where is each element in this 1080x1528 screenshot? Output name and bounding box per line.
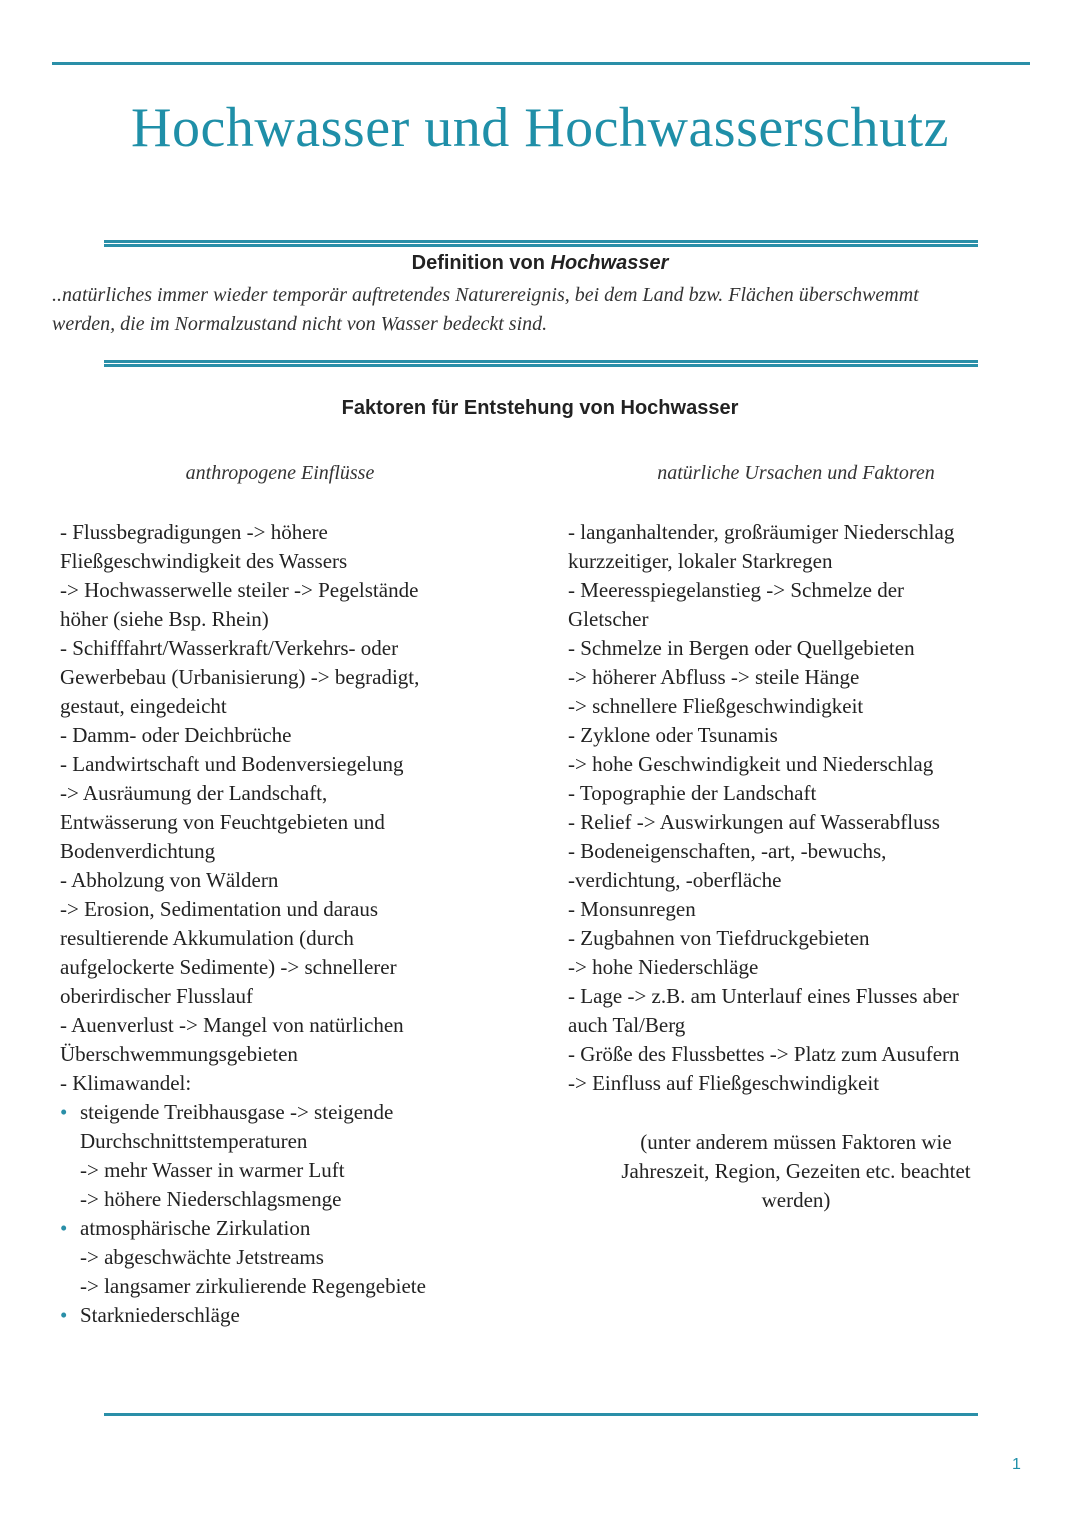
bullet-icon: •: [60, 1303, 68, 1327]
bullet-subline: -> abgeschwächte Jetstreams: [80, 1245, 324, 1269]
anthropogenic-factors-list: [60, 518, 500, 1330]
factor-line: -> hohe Geschwindigkeit und Niederschlag: [568, 752, 934, 776]
left-column-heading: anthropogene Einflüsse: [185, 462, 375, 484]
factor-line: -> Erosion, Sedimentation und daraus: [60, 897, 379, 921]
factor-line: Fließgeschwindigkeit des Wassers: [60, 549, 348, 573]
factor-line: Gewerbebau (Urbanisierung) -> begradigt,: [60, 665, 420, 689]
note-line: (unter anderem müssen Faktoren wie: [640, 1130, 952, 1154]
factor-line: - Schmelze in Bergen oder Quellgebieten: [568, 636, 915, 660]
note-line: werden): [761, 1188, 831, 1212]
factor-line: - Abholzung von Wäldern: [60, 868, 279, 892]
definition-line: ..natürliches immer wieder temporär auftretendes Naturereignis, bei dem Land bzw. Flächen überschwemmt: [52, 284, 919, 306]
definition-text: [52, 281, 1012, 339]
factor-line: kurzzeitiger, lokaler Starkregen: [568, 549, 833, 573]
right-column-heading: natürliche Ursachen und Faktoren: [657, 462, 935, 484]
definition-heading-prefix: Definition von: [411, 252, 551, 274]
factor-line: -verdichtung, -oberfläche: [568, 868, 782, 892]
factor-line: - Lage -> z.B. am Unterlauf eines Flusses aber: [568, 984, 959, 1008]
factor-line: - Zyklone oder Tsunamis: [568, 723, 778, 747]
bullet-subline: Durchschnittstemperaturen: [80, 1129, 308, 1153]
factor-line: - Meeresspiegelanstieg -> Schmelze der: [568, 578, 905, 602]
bottom-rule: [104, 1413, 978, 1416]
factor-line: höher (siehe Bsp. Rhein): [60, 607, 269, 631]
page-title: Hochwasser und Hochwasserschutz: [131, 97, 949, 159]
factor-line: -> Hochwasserwelle steiler -> Pegelstände: [60, 578, 419, 602]
factor-line: Entwässerung von Feuchtgebieten und: [60, 810, 385, 834]
bullet-text: atmosphärische Zirkulation: [80, 1216, 311, 1240]
factor-line: gestaut, eingedeicht: [60, 694, 227, 718]
factor-line: Gletscher: [568, 607, 649, 631]
factor-line: -> Einfluss auf Fließgeschwindigkeit: [568, 1071, 880, 1095]
factor-line: - Landwirtschaft und Bodenversiegelung: [60, 752, 404, 776]
definition-bottom-rule: [104, 360, 978, 367]
factors-note: [566, 1128, 1026, 1215]
note-line: Jahreszeit, Region, Gezeiten etc. beachtet: [621, 1159, 971, 1183]
page-number: 1: [1012, 1456, 1021, 1473]
factor-line: - Topographie der Landschaft: [568, 781, 817, 805]
factor-line: - Monsunregen: [568, 897, 696, 921]
factor-line: aufgelockerte Sedimente) -> schnellerer: [60, 955, 397, 979]
factor-line: - Bodeneigenschaften, -art, -bewuchs,: [568, 839, 887, 863]
factor-line: - langanhaltender, großräumiger Niederschlag: [568, 520, 955, 544]
factors-heading: Faktoren für Entstehung von Hochwasser: [341, 397, 739, 419]
factor-line: -> schnellere Fließgeschwindigkeit: [568, 694, 864, 718]
factor-line: -> hohe Niederschläge: [568, 955, 759, 979]
definition-line: werden, die im Normalzustand nicht von Wasser bedeckt sind.: [52, 313, 548, 335]
bullet-item: [60, 1098, 500, 1127]
factor-line: - Zugbahnen von Tiefdruckgebieten: [568, 926, 870, 950]
bullet-item: [60, 1214, 500, 1243]
bullet-icon: •: [60, 1100, 68, 1124]
factor-line: Bodenverdichtung: [60, 839, 216, 863]
top-rule: [52, 62, 1030, 65]
factor-line: -> höherer Abfluss -> steile Hänge: [568, 665, 860, 689]
bullet-text: steigende Treibhausgase -> steigende: [80, 1100, 394, 1124]
bullet-subline: -> höhere Niederschlagsmenge: [80, 1187, 342, 1211]
factor-line: - Flussbegradigungen -> höhere: [60, 520, 328, 544]
bullet-icon: •: [60, 1216, 68, 1240]
definition-heading: [0, 252, 1080, 275]
factor-line: - Größe des Flussbettes -> Platz zum Ausufern: [568, 1042, 960, 1066]
bullet-subline: -> langsamer zirkulierende Regengebiete: [80, 1274, 426, 1298]
definition-heading-term: Hochwasser: [550, 252, 669, 274]
bullet-text: Starkniederschläge: [80, 1303, 240, 1327]
factor-line: - Relief -> Auswirkungen auf Wasserabfluss: [568, 810, 940, 834]
factor-line: - Damm- oder Deichbrüche: [60, 723, 292, 747]
factor-line: resultierende Akkumulation (durch: [60, 926, 354, 950]
definition-top-rule: [104, 240, 978, 247]
bullet-item: [60, 1301, 500, 1330]
factor-line: -> Ausräumung der Landschaft,: [60, 781, 328, 805]
factor-line: Überschwemmungsgebieten: [60, 1042, 298, 1066]
factor-line: auch Tal/Berg: [568, 1013, 686, 1037]
factor-line: - Auenverlust -> Mangel von natürlichen: [60, 1013, 404, 1037]
factor-line: - Schifffahrt/Wasserkraft/Verkehrs- oder: [60, 636, 399, 660]
factor-line: - Klimawandel:: [60, 1071, 192, 1095]
factor-line: oberirdischer Flusslauf: [60, 984, 254, 1008]
natural-factors-list: [568, 518, 1038, 1098]
bullet-subline: -> mehr Wasser in warmer Luft: [80, 1158, 345, 1182]
